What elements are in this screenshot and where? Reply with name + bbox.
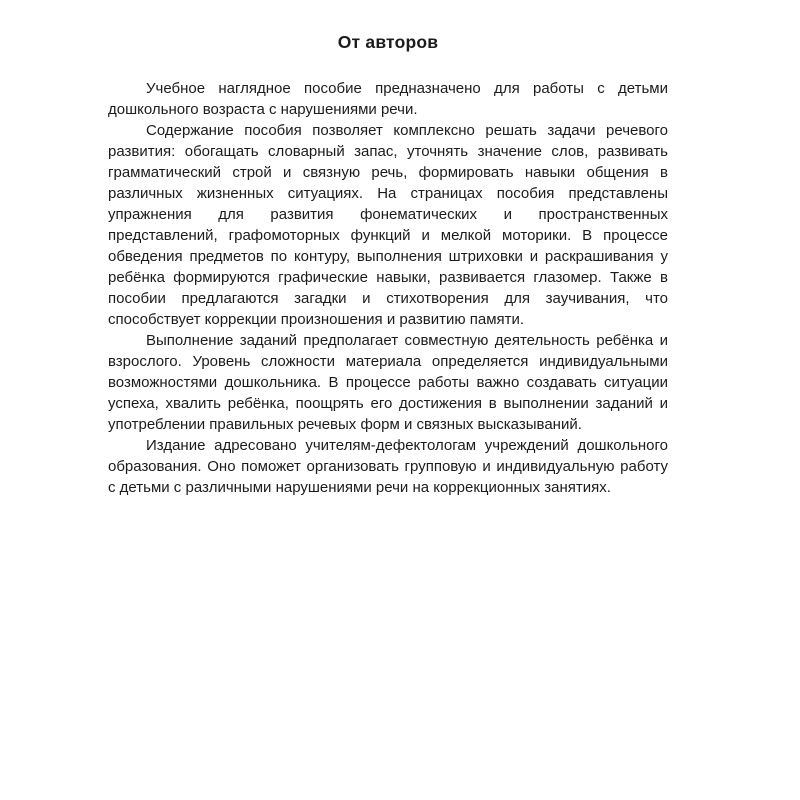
- paragraph-intro: Учебное наглядное пособие предназначено для работы с детьми дошкольного возраста с нарушениями речи.: [108, 80, 668, 118]
- body-text: [108, 78, 668, 498]
- paragraph-audience: Издание адресовано учителям-дефектологам учреждений дошкольного образования. Оно поможет организовать групповую и индивидуальную работу с детьми с различными нарушениями речи на коррекционных занятиях.: [108, 437, 668, 496]
- paragraph-contents: Содержание пособия позволяет комплексно решать задачи речевого развития: обогащать словарный запас, уточнять значение слов, развивать грамматический строй и связную речь, формировать навыки общения в различных жизненных ситуациях. На страницах пособия представлены упражнения для развития фонематических и пространственных представлений, графомоторных функций и мелкой моторики. В процессе обведения предметов по контуру, выполнения штриховки и раскрашивания у ребёнка формируются графические навыки, развивается глазомер. Также в пособии предлагаются загадки и стихотворения для заучивания, что способствует коррекции произношения и развитию памяти.: [108, 122, 668, 328]
- paragraph-tasks: Выполнение заданий предполагает совместную деятельность ребёнка и взрослого. Уровень сложности материала определяется индивидуальными возможностями дошкольника. В процессе работы важно создавать ситуации успеха, хвалить ребёнка, поощрять его достижения в выполнении заданий и употреблении правильных речевых форм и связных высказываний.: [108, 332, 668, 433]
- text-column: [108, 33, 668, 498]
- page-title: От авторов: [337, 32, 439, 52]
